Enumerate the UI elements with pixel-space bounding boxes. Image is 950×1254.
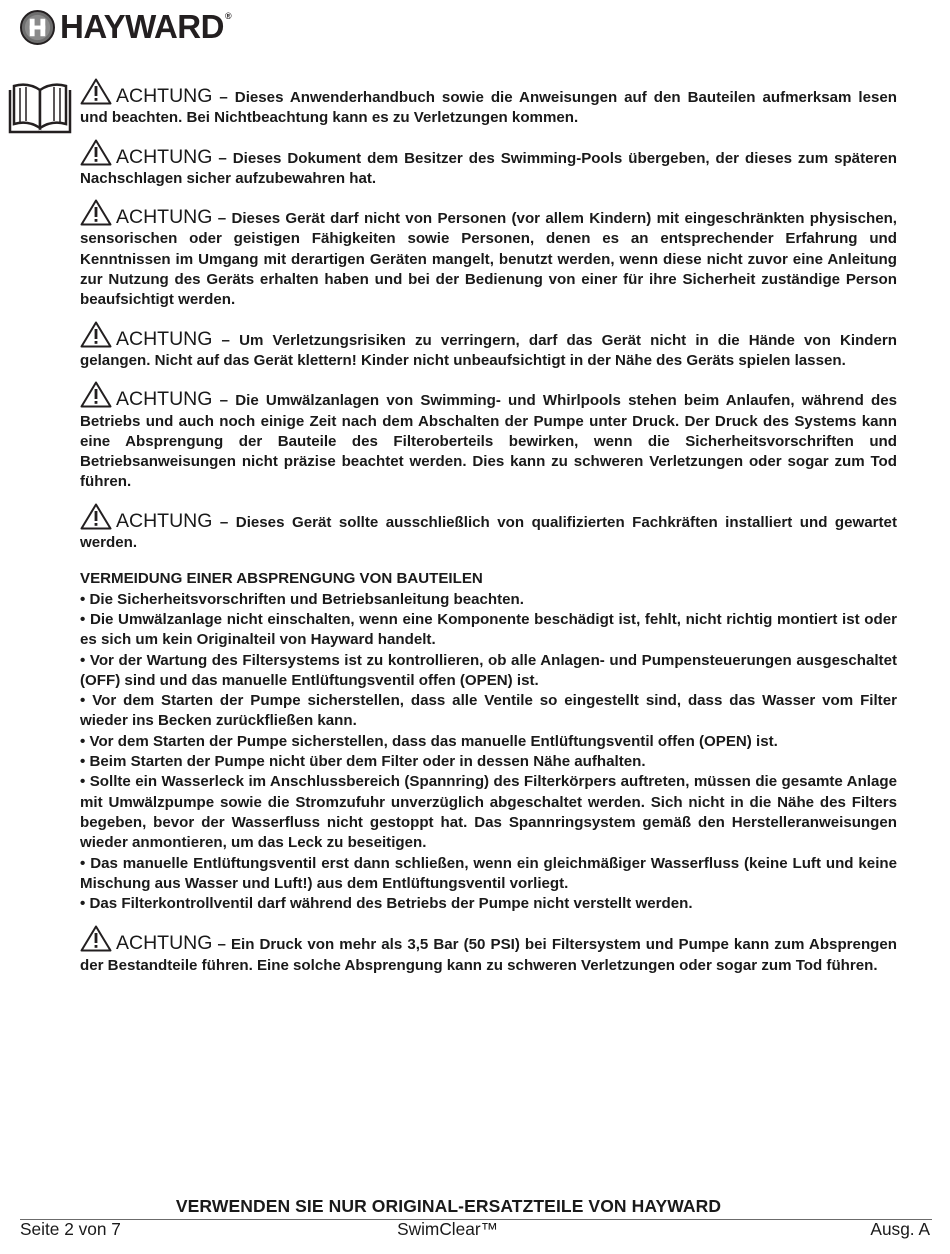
list-item [80, 691, 897, 732]
bullet-text: Das Filterkontrollventil darf während des Betriebs der Pumpe nicht verstellt werden. [89, 895, 693, 913]
bullet-symbol: • [80, 692, 86, 710]
warning-block [80, 139, 897, 190]
hayward-h-mark-icon [20, 10, 55, 45]
bullet-text: Das manuelle Entlüftungsventil erst dann schließen, wenn ein gleichmäßiger Wasserfluss (keine Luft und keine Mischung aus Wasser und Luft!) aus dem Entlüftungsventil vorliegt. [80, 854, 898, 892]
list-item [80, 894, 897, 914]
bullet-text: Die Umwälzanlage nicht einschalten, wenn eine Komponente beschädigt ist, fehlt, nicht richtig montiert ist oder es sich um kein Originalteil von Hayward handelt. [80, 610, 897, 649]
warning-text: Ein Druck von mehr als 3,5 Bar (50 PSI) bei Filtersystem und Pumpe kann zum Absprengen der Bestandteile führen. Eine solche Absprengung kann zu schweren Verletzungen oder sogar zum Tod führen. [80, 936, 897, 974]
warning-triangle-icon [80, 381, 112, 408]
bullet-text: Sollte ein Wasserleck im Anschlussbereich (Spannring) des Filterkörpers auftreten, müssen die gesamte Anlage mit Umwälzpumpe sowie die Stromzufuhr unverzüglich abgeschaltet werden. Sich nicht in die Nähe des Filters begeben, bevor der Wasserfluss nicht gestoppt hat. Das Spannringsystem gemäß den Herstelleranweisungen wieder anmontieren, um das Leck zu beseitigen. [80, 773, 897, 852]
page-number: Seite 2 von 7 [20, 1219, 121, 1239]
bullet-text: Vor dem Starten der Pumpe sicherstellen, dass alle Ventile so eingestellt sind, dass das Wasser vom Filter wieder ins Becken zurückfließen kann. [80, 692, 897, 730]
list-item [80, 772, 897, 853]
warning-text: Dieses Anwenderhandbuch sowie die Anweisungen auf den Bauteilen aufmerksam lesen und beachten. Bei Nichtbeachtung kann es zu Verletzungen kommen. [80, 89, 897, 127]
brand-name: HAYWARD® [60, 8, 232, 45]
open-book-icon [6, 80, 74, 136]
warning-text: Die Umwälzanlagen von Swimming- und Whirlpools stehen beim Anlaufen, während des Betriebs und auch noch einige Zeit nach dem Abschalten der Pumpe unter Druck. Der Druck des Systems kann eine Absprengung der Bauteile des Filteroberteils bewirken, wenn die Sicherheitsvorschriften und Betriebsanweisungen nicht präzise beachtet werden. Dies kann zu schweren Verletzungen oder sogar zum Tod führen. [80, 392, 897, 491]
warning-block [80, 503, 897, 554]
warning-text: Dieses Dokument dem Besitzer des Swimming-Pools übergeben, der dieses zum späteren Nachschlagen sicher aufzubewahren hat. [80, 149, 897, 187]
warning-triangle-icon [80, 321, 112, 348]
warning-block [80, 199, 897, 310]
warning-label: ACHTUNG [116, 509, 213, 532]
warning-separator: – [217, 936, 226, 954]
bullet-symbol: • [80, 895, 86, 913]
warning-triangle-icon [80, 199, 112, 226]
warning-triangle-icon [80, 503, 112, 530]
warning-triangle-icon [80, 139, 112, 166]
warning-label: ACHTUNG [116, 932, 213, 955]
list-item [80, 590, 897, 610]
warning-separator: – [221, 331, 230, 349]
edition-label: Ausg. A [870, 1219, 930, 1239]
bullet-text: Vor der Wartung des Filtersystems ist zu kontrollieren, ob alle Anlagen- und Pumpensteuerungen ausgeschaltet (OFF) sind und das manuelle Entlüftungsventil offen (OPEN) ist. [80, 651, 898, 689]
warning-label: ACHTUNG [116, 85, 213, 107]
bullet-symbol: • [80, 753, 86, 771]
pressure-warning [80, 925, 897, 976]
bullet-symbol: • [80, 854, 86, 872]
bullet-symbol: • [80, 590, 86, 608]
bullet-text: Die Sicherheitsvorschriften und Betriebsanleitung beachten. [89, 590, 524, 608]
warning-label: ACHTUNG [116, 388, 213, 411]
section-title: VERMEIDUNG EINER ABSPRENGUNG VON BAUTEILEN [80, 570, 483, 588]
warning-text: Um Verletzungsrisiken zu verringern, darf das Gerät nicht in die Hände von Kindern gelangen. Nicht auf das Gerät klettern! Kinder nicht unbeaufsichtigt in der Nähe des Geräts spielen lassen. [80, 331, 897, 369]
hayward-logo [20, 9, 231, 45]
list-item [80, 651, 897, 692]
warning-label: ACHTUNG [116, 206, 213, 229]
warning-text: Dieses Gerät darf nicht von Personen (vor allem Kindern) mit eingeschränkten physischen, sensorischen oder geistigen Fähigkeiten sowie Personen, denen es an entsprechender Erfahrung und Kenntnissen im Umgang mit derartigen Geräten mangelt, benutzt werden, wenn diese nicht zuvor eine Anleitung zur Nutzung des Geräts erhalten haben und bei der Bedienung von einer für ihre Sicherheit zuständige Person beaufsichtigt werden. [80, 210, 897, 309]
list-item [80, 732, 897, 752]
bullet-text: Vor dem Starten der Pumpe sicherstellen, dass das manuelle Entlüftungsventil offen (OPEN) ist. [89, 732, 778, 750]
product-name: SwimClear™ [397, 1219, 498, 1239]
warning-block [80, 381, 897, 492]
bullet-text: Beim Starten der Pumpe nicht über dem Filter oder in dessen Nähe aufhalten. [89, 753, 646, 771]
warning-separator: – [219, 392, 229, 410]
bullet-symbol: • [80, 773, 86, 791]
list-item [80, 752, 897, 772]
warning-separator: – [218, 149, 227, 167]
warning-triangle-icon [80, 78, 112, 105]
safety-content [80, 78, 897, 986]
bullet-list [80, 590, 897, 915]
component-ejection-section [80, 569, 897, 914]
warning-separator: – [217, 210, 227, 228]
footer-banner: VERWENDEN SIE NUR ORIGINAL-ERSATZTEILE VON HAYWARD [175, 1196, 722, 1216]
list-item [80, 854, 897, 895]
warning-triangle-icon [80, 925, 112, 952]
warning-label: ACHTUNG [116, 327, 213, 350]
bullet-symbol: • [80, 610, 86, 628]
bullet-symbol: • [80, 732, 86, 750]
warning-list [80, 78, 897, 553]
warning-label: ACHTUNG [116, 145, 213, 168]
warning-separator: – [219, 89, 228, 106]
warning-block [80, 321, 897, 372]
warning-separator: – [219, 513, 229, 531]
brand-trademark: ® [224, 11, 232, 21]
warning-block [80, 78, 897, 129]
warning-text: Dieses Gerät sollte ausschließlich von qualifizierten Fachkräften installiert und gewartet werden. [80, 513, 897, 552]
list-item [80, 610, 897, 651]
bullet-symbol: • [80, 651, 86, 669]
